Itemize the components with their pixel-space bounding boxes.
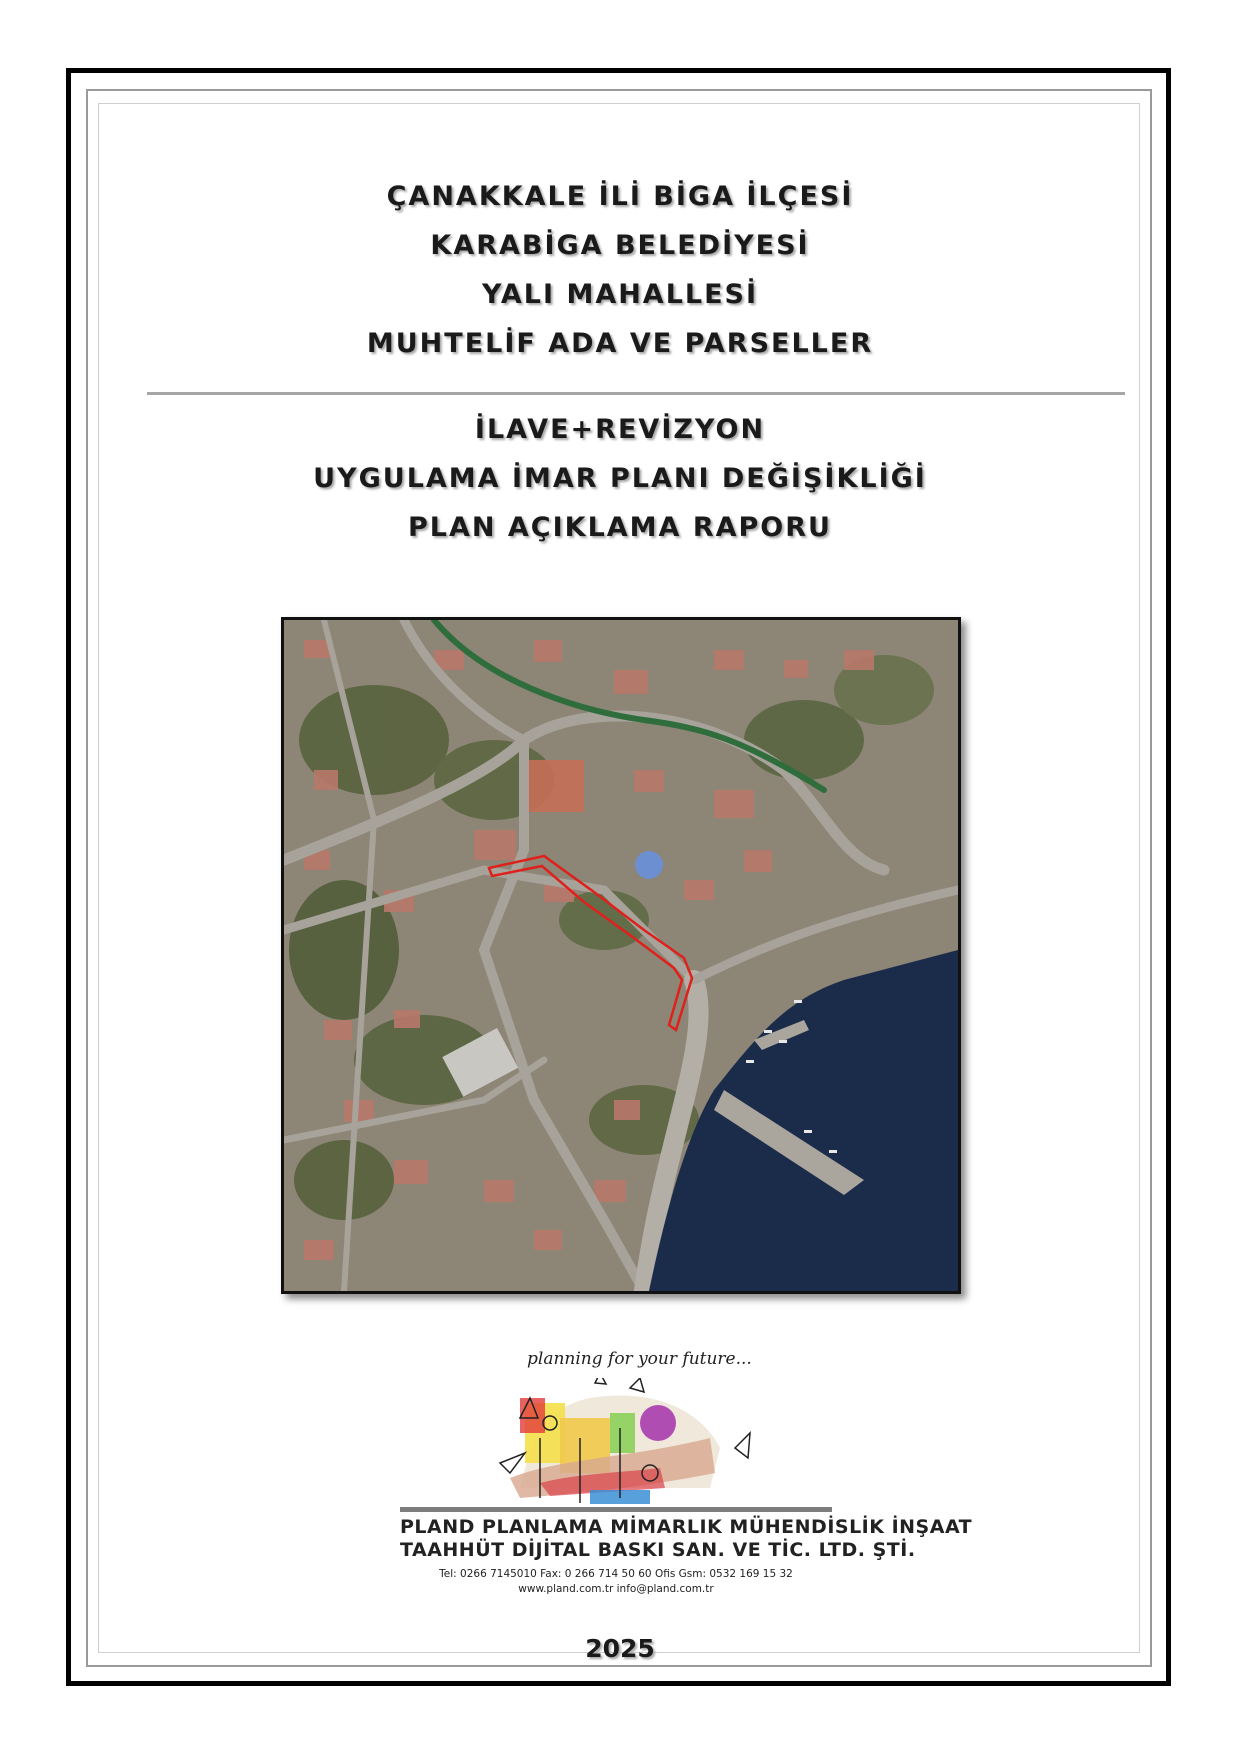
company-name-line-2: TAAHHÜT DİJİTAL BASKI SAN. VE TİC. LTD. ŞTİ. — [400, 1539, 916, 1561]
contact-web-line: www.pland.com.tr info@pland.com.tr — [518, 1583, 714, 1595]
location-title-block — [140, 172, 1100, 368]
title-revision: İLAVE+REVİZYON — [474, 414, 766, 445]
mosque-dome — [635, 851, 663, 879]
logo-rule — [400, 1507, 832, 1512]
title-divider — [147, 392, 1125, 395]
title-neighbourhood: YALI MAHALLESİ — [481, 279, 759, 310]
aerial-photo — [281, 617, 961, 1294]
report-title-block — [140, 405, 1100, 552]
aerial-photo-svg — [284, 620, 958, 1291]
report-year: 2025 — [585, 1634, 655, 1663]
title-municipality: KARABİGA BELEDİYESİ — [430, 230, 810, 261]
title-plan-change: UYGULAMA İMAR PLANI DEĞİŞİKLİĞİ — [313, 463, 927, 494]
contact-phone-line: Tel: 0266 7145010 Fax: 0 266 714 50 60 Ofis Gsm: 0532 169 15 32 — [439, 1568, 793, 1580]
title-province: ÇANAKKALE İLİ BİGA İLÇESİ — [386, 181, 854, 212]
title-parcels: MUHTELİF ADA VE PARSELLER — [366, 328, 874, 359]
logo-tagline: planning for your future... — [527, 1349, 752, 1369]
pland-logo-artwork — [480, 1378, 760, 1508]
company-name-line-1: PLAND PLANLAMA MİMARLIK MÜHENDİSLİK İNŞAAT — [400, 1516, 973, 1538]
title-report: PLAN AÇIKLAMA RAPORU — [408, 512, 832, 543]
